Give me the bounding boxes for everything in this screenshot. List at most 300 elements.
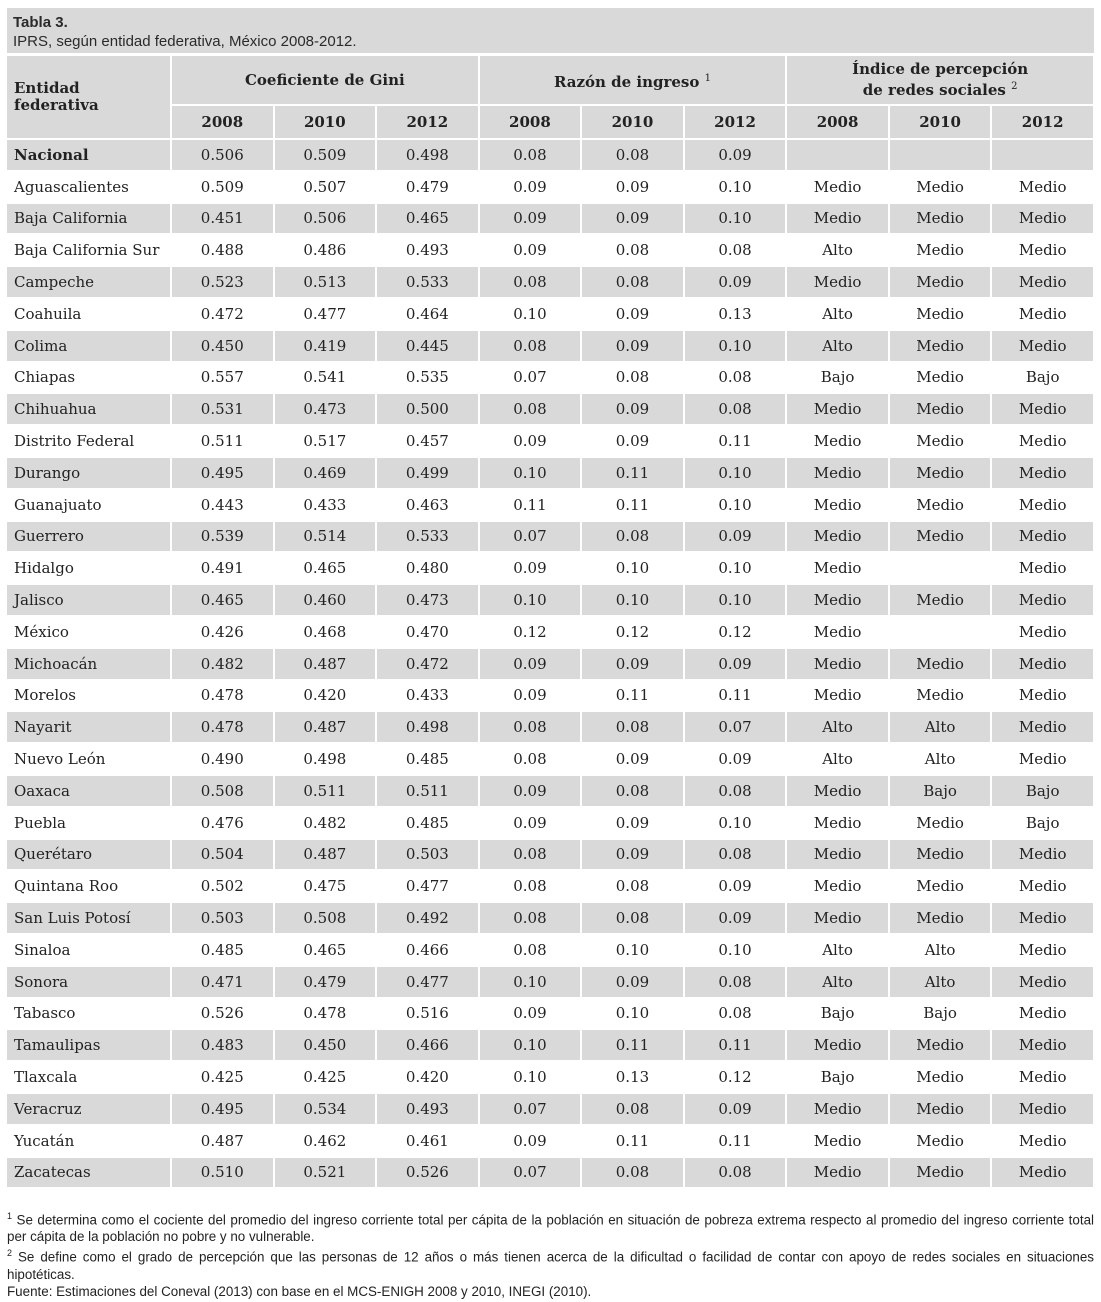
year-header-cell: 2012 (684, 105, 787, 139)
value-cell: 0.420 (376, 1061, 479, 1093)
value-cell: 0.514 (274, 521, 377, 553)
value-cell: 0.12 (684, 616, 787, 648)
value-cell: 0.09 (581, 807, 684, 839)
value-cell: 0.10 (684, 552, 787, 584)
value-cell: 0.460 (274, 584, 377, 616)
value-cell: 0.08 (581, 266, 684, 298)
value-cell: 0.477 (274, 298, 377, 330)
value-cell: 0.479 (274, 966, 377, 998)
value-cell: 0.10 (479, 1029, 582, 1061)
table-row (7, 648, 1094, 680)
value-cell: 0.11 (581, 680, 684, 712)
value-cell: Medio (786, 203, 889, 235)
table-row (7, 1125, 1094, 1157)
value-cell: 0.478 (171, 680, 274, 712)
entity-cell: Sonora (7, 966, 171, 998)
table-title: Tabla 3. (13, 14, 68, 31)
value-cell: Medio (889, 1125, 992, 1157)
value-cell: Medio (889, 584, 992, 616)
value-cell: 0.465 (274, 552, 377, 584)
value-cell: 0.08 (479, 266, 582, 298)
entity-cell: Baja California Sur (7, 234, 171, 266)
value-cell: 0.433 (376, 680, 479, 712)
value-cell: 0.10 (684, 330, 787, 362)
value-cell: Medio (991, 171, 1094, 203)
value-cell: 0.502 (171, 870, 274, 902)
entity-cell: Michoacán (7, 648, 171, 680)
value-cell: 0.08 (581, 521, 684, 553)
header-entidad-line1: Entidad (14, 79, 80, 97)
table-row (7, 743, 1094, 775)
value-cell: 0.10 (581, 552, 684, 584)
footnote-2-marker: 2 (7, 1248, 13, 1259)
value-cell: 0.09 (581, 298, 684, 330)
value-cell: Medio (889, 1093, 992, 1125)
value-cell: 0.10 (479, 298, 582, 330)
value-cell: 0.08 (479, 934, 582, 966)
value-cell: 0.08 (581, 775, 684, 807)
value-cell: Medio (991, 934, 1094, 966)
value-cell: Medio (786, 1157, 889, 1189)
header-gini (171, 56, 479, 105)
value-cell: Alto (786, 966, 889, 998)
value-cell: 0.443 (171, 489, 274, 521)
value-cell: 0.11 (581, 489, 684, 521)
value-cell: Medio (991, 1093, 1094, 1125)
header-razon-label: Razón de ingreso (553, 72, 700, 91)
value-cell: 0.504 (171, 839, 274, 871)
value-cell: 0.509 (274, 139, 377, 171)
value-cell: 0.539 (171, 521, 274, 553)
value-cell: 0.09 (479, 807, 582, 839)
value-cell: 0.10 (684, 584, 787, 616)
value-cell: 0.09 (684, 139, 787, 171)
value-cell: 0.511 (376, 775, 479, 807)
entity-cell: Campeche (7, 266, 171, 298)
value-cell: 0.13 (684, 298, 787, 330)
entity-cell: Chiapas (7, 362, 171, 394)
value-cell: 0.09 (581, 171, 684, 203)
table-row (7, 457, 1094, 489)
entity-cell: Durango (7, 457, 171, 489)
value-cell: 0.08 (581, 362, 684, 394)
value-cell: 0.08 (479, 743, 582, 775)
entity-cell: Distrito Federal (7, 425, 171, 457)
value-cell: Medio (786, 775, 889, 807)
footnote-2-text: Se define como el grado de percepción que las personas de 12 años o más tienen acerca de la dificultad o facilidad de contar con apoyo de redes sociales en situaciones hipotéticas. (7, 1249, 1094, 1282)
value-cell: Medio (786, 870, 889, 902)
value-cell: 0.07 (479, 362, 582, 394)
value-cell: 0.468 (274, 616, 377, 648)
value-cell: Medio (889, 870, 992, 902)
entity-cell: Tabasco (7, 998, 171, 1030)
value-cell: 0.451 (171, 203, 274, 235)
value-cell: 0.08 (581, 139, 684, 171)
value-cell: Medio (991, 998, 1094, 1030)
value-cell (991, 139, 1094, 171)
value-cell: 0.09 (581, 839, 684, 871)
value-cell: 0.10 (684, 457, 787, 489)
value-cell: Medio (889, 807, 992, 839)
value-cell: Medio (991, 743, 1094, 775)
entity-cell: San Luis Potosí (7, 902, 171, 934)
value-cell: 0.471 (171, 966, 274, 998)
value-cell: 0.09 (479, 171, 582, 203)
value-cell: 0.08 (581, 234, 684, 266)
value-cell: Medio (991, 266, 1094, 298)
value-cell: 0.478 (171, 711, 274, 743)
entity-cell: Zacatecas (7, 1157, 171, 1189)
value-cell: 0.482 (274, 807, 377, 839)
value-cell: Bajo (991, 807, 1094, 839)
value-cell: 0.10 (684, 171, 787, 203)
value-cell: 0.11 (581, 1125, 684, 1157)
value-cell: 0.495 (171, 457, 274, 489)
value-cell: 0.487 (274, 648, 377, 680)
value-cell: 0.09 (479, 775, 582, 807)
value-cell: 0.10 (581, 998, 684, 1030)
value-cell: Medio (786, 648, 889, 680)
value-cell: 0.07 (479, 1093, 582, 1125)
value-cell: 0.466 (376, 934, 479, 966)
value-cell: 0.09 (581, 743, 684, 775)
value-cell: Medio (991, 648, 1094, 680)
table-row (7, 552, 1094, 584)
value-cell: 0.09 (684, 870, 787, 902)
year-header-cell: 2008 (479, 105, 582, 139)
value-cell: 0.09 (684, 266, 787, 298)
table-row (7, 1061, 1094, 1093)
value-cell: 0.09 (684, 521, 787, 553)
value-cell: 0.08 (581, 711, 684, 743)
value-cell: Medio (889, 839, 992, 871)
value-cell: 0.08 (684, 998, 787, 1030)
value-cell: Medio (991, 584, 1094, 616)
value-cell: Medio (786, 457, 889, 489)
value-cell: 0.510 (171, 1157, 274, 1189)
value-cell: Medio (991, 393, 1094, 425)
table-row (7, 362, 1094, 394)
value-cell: 0.450 (274, 1029, 377, 1061)
value-cell: 0.508 (171, 775, 274, 807)
value-cell: 0.07 (479, 521, 582, 553)
header-gini-label: Coeficiente de Gini (244, 70, 405, 89)
value-cell: 0.492 (376, 902, 479, 934)
value-cell: 0.13 (581, 1061, 684, 1093)
value-cell: 0.08 (684, 393, 787, 425)
value-cell: Alto (786, 234, 889, 266)
value-cell: 0.445 (376, 330, 479, 362)
value-cell: Alto (889, 743, 992, 775)
value-cell: 0.487 (274, 711, 377, 743)
value-cell: 0.511 (274, 775, 377, 807)
value-cell: Medio (786, 839, 889, 871)
value-cell: 0.08 (581, 1093, 684, 1125)
value-cell: Bajo (889, 998, 992, 1030)
value-cell: Alto (889, 934, 992, 966)
value-cell: 0.08 (581, 1157, 684, 1189)
value-cell: 0.11 (684, 1125, 787, 1157)
value-cell: Medio (991, 1125, 1094, 1157)
table-caption (7, 8, 1094, 53)
value-cell: 0.464 (376, 298, 479, 330)
value-cell: 0.513 (274, 266, 377, 298)
value-cell: 0.11 (581, 1029, 684, 1061)
value-cell: 0.533 (376, 266, 479, 298)
entity-cell: Hidalgo (7, 552, 171, 584)
table-row (7, 584, 1094, 616)
value-cell: Medio (991, 680, 1094, 712)
value-cell: 0.491 (171, 552, 274, 584)
value-cell: 0.475 (274, 870, 377, 902)
value-cell: 0.09 (581, 966, 684, 998)
value-cell: 0.08 (684, 775, 787, 807)
value-cell: 0.09 (581, 393, 684, 425)
value-cell: 0.426 (171, 616, 274, 648)
table-row (7, 298, 1094, 330)
table-row (7, 171, 1094, 203)
value-cell: Medio (991, 616, 1094, 648)
value-cell: 0.09 (581, 203, 684, 235)
value-cell: 0.425 (171, 1061, 274, 1093)
value-cell: Medio (786, 171, 889, 203)
value-cell: Medio (786, 266, 889, 298)
year-header-cell: 2012 (376, 105, 479, 139)
value-cell: 0.516 (376, 998, 479, 1030)
entity-cell: Nuevo León (7, 743, 171, 775)
value-cell: 0.09 (479, 234, 582, 266)
value-cell: 0.09 (479, 648, 582, 680)
value-cell: 0.10 (581, 934, 684, 966)
value-cell: Medio (889, 1029, 992, 1061)
value-cell: 0.08 (479, 711, 582, 743)
value-cell: 0.457 (376, 425, 479, 457)
value-cell: 0.477 (376, 966, 479, 998)
value-cell: 0.526 (171, 998, 274, 1030)
value-cell: 0.09 (581, 648, 684, 680)
entity-cell: Guanajuato (7, 489, 171, 521)
value-cell: Medio (991, 839, 1094, 871)
value-cell: Medio (889, 902, 992, 934)
entity-cell: Quintana Roo (7, 870, 171, 902)
table-row (7, 1029, 1094, 1061)
value-cell (889, 139, 992, 171)
value-cell: 0.526 (376, 1157, 479, 1189)
value-cell: Medio (786, 1125, 889, 1157)
header-indice (786, 56, 1094, 105)
year-header-cell: 2010 (274, 105, 377, 139)
value-cell: 0.483 (171, 1029, 274, 1061)
entity-cell: Yucatán (7, 1125, 171, 1157)
value-cell: Bajo (786, 1061, 889, 1093)
value-cell: 0.09 (479, 1125, 582, 1157)
value-cell: 0.477 (376, 870, 479, 902)
source-note: Fuente: Estimaciones del Coneval (2013) con base en el MCS-ENIGH 2008 y 2010, INEGI (2010). (7, 1283, 592, 1299)
table-row (7, 966, 1094, 998)
value-cell: 0.12 (684, 1061, 787, 1093)
value-cell: 0.08 (684, 1157, 787, 1189)
value-cell: 0.508 (274, 902, 377, 934)
value-cell: Medio (786, 552, 889, 584)
table-row (7, 425, 1094, 457)
table-subtitle: IPRS, según entidad federativa, México 2008-2012. (13, 33, 357, 50)
value-cell: Medio (786, 1029, 889, 1061)
table-row (7, 330, 1094, 362)
value-cell: 0.485 (171, 934, 274, 966)
value-cell: Medio (991, 552, 1094, 584)
value-cell: 0.478 (274, 998, 377, 1030)
table-row (7, 998, 1094, 1030)
value-cell: 0.09 (479, 425, 582, 457)
value-cell: 0.10 (684, 934, 787, 966)
value-cell: 0.493 (376, 234, 479, 266)
value-cell: 0.480 (376, 552, 479, 584)
value-cell: 0.506 (274, 203, 377, 235)
value-cell: 0.503 (376, 839, 479, 871)
value-cell: 0.487 (274, 839, 377, 871)
value-cell: Medio (991, 298, 1094, 330)
value-cell: 0.541 (274, 362, 377, 394)
entity-cell: Nacional (7, 139, 171, 171)
value-cell: 0.473 (274, 393, 377, 425)
value-cell: 0.466 (376, 1029, 479, 1061)
value-cell: Medio (889, 298, 992, 330)
entity-cell: Aguascalientes (7, 171, 171, 203)
value-cell: 0.09 (581, 330, 684, 362)
value-cell: Medio (991, 1157, 1094, 1189)
value-cell: 0.09 (581, 425, 684, 457)
value-cell: 0.472 (171, 298, 274, 330)
value-cell: Medio (889, 203, 992, 235)
value-cell: Medio (991, 1029, 1094, 1061)
table-row (7, 680, 1094, 712)
value-cell: 0.493 (376, 1093, 479, 1125)
year-header-cell: 2010 (889, 105, 992, 139)
value-cell: 0.482 (171, 648, 274, 680)
value-cell: Medio (786, 425, 889, 457)
value-cell: 0.465 (171, 584, 274, 616)
value-cell: Medio (991, 330, 1094, 362)
value-cell: 0.09 (479, 203, 582, 235)
value-cell: Alto (786, 743, 889, 775)
value-cell: 0.420 (274, 680, 377, 712)
footnote-1 (7, 1208, 1094, 1245)
table-row (7, 1157, 1094, 1189)
value-cell: Medio (786, 616, 889, 648)
value-cell: 0.450 (171, 330, 274, 362)
value-cell: Bajo (889, 775, 992, 807)
table-row (7, 203, 1094, 235)
value-cell: 0.12 (581, 616, 684, 648)
value-cell: 0.10 (581, 584, 684, 616)
value-cell: Medio (889, 362, 992, 394)
value-cell: 0.557 (171, 362, 274, 394)
value-cell: 0.472 (376, 648, 479, 680)
value-cell: 0.08 (479, 330, 582, 362)
footnote-1-text: Se determina como el cociente del promedio del ingreso corriente total per cápita de la población en situación de pobreza extrema respecto al promedio del ingreso corriente total per cápita de la población no pobre y no vulnerable. (7, 1212, 1094, 1245)
value-cell: 0.462 (274, 1125, 377, 1157)
value-cell: Bajo (786, 362, 889, 394)
value-cell: Medio (786, 807, 889, 839)
value-cell: Medio (889, 330, 992, 362)
value-cell: Medio (991, 203, 1094, 235)
header-entidad (7, 56, 171, 139)
entity-cell: Querétaro (7, 839, 171, 871)
value-cell: Bajo (991, 362, 1094, 394)
value-cell: 0.507 (274, 171, 377, 203)
value-cell: 0.08 (479, 870, 582, 902)
value-cell: 0.09 (684, 902, 787, 934)
table-body (7, 139, 1094, 1188)
value-cell: Medio (991, 966, 1094, 998)
entity-cell: Nayarit (7, 711, 171, 743)
value-cell: Alto (889, 711, 992, 743)
value-cell: 0.495 (171, 1093, 274, 1125)
value-cell: 0.461 (376, 1125, 479, 1157)
value-cell: 0.425 (274, 1061, 377, 1093)
value-cell: Medio (889, 393, 992, 425)
value-cell: 0.08 (684, 966, 787, 998)
value-cell: Medio (889, 1061, 992, 1093)
value-cell: 0.533 (376, 521, 479, 553)
value-cell: 0.503 (171, 902, 274, 934)
table-row (7, 839, 1094, 871)
value-cell: Medio (786, 489, 889, 521)
year-header-row (7, 105, 1094, 139)
value-cell: Medio (786, 393, 889, 425)
year-header-cell: 2008 (786, 105, 889, 139)
table-row (7, 489, 1094, 521)
value-cell: 0.09 (684, 1093, 787, 1125)
table-row (7, 902, 1094, 934)
entity-cell: Morelos (7, 680, 171, 712)
value-cell: Medio (889, 648, 992, 680)
value-cell: 0.08 (684, 234, 787, 266)
value-cell: 0.09 (479, 998, 582, 1030)
entity-cell: Colima (7, 330, 171, 362)
entity-cell: Tamaulipas (7, 1029, 171, 1061)
value-cell: Medio (889, 1157, 992, 1189)
value-cell: Bajo (991, 775, 1094, 807)
table-row (7, 711, 1094, 743)
value-cell: 0.465 (274, 934, 377, 966)
value-cell: Medio (991, 711, 1094, 743)
table-row (7, 807, 1094, 839)
value-cell: Medio (889, 489, 992, 521)
value-cell: 0.523 (171, 266, 274, 298)
value-cell: 0.08 (684, 839, 787, 871)
header-razon-footnote: 1 (704, 72, 711, 84)
value-cell: 0.517 (274, 425, 377, 457)
year-header-cell: 2010 (581, 105, 684, 139)
entity-cell: Coahuila (7, 298, 171, 330)
value-cell: 0.09 (479, 680, 582, 712)
value-cell: 0.487 (171, 1125, 274, 1157)
value-cell: Medio (786, 1093, 889, 1125)
value-cell: 0.433 (274, 489, 377, 521)
value-cell: 0.490 (171, 743, 274, 775)
value-cell: 0.08 (479, 902, 582, 934)
footnote-1-marker: 1 (7, 1211, 13, 1221)
value-cell: 0.08 (581, 870, 684, 902)
value-cell (889, 616, 992, 648)
value-cell: 0.11 (684, 1029, 787, 1061)
value-cell: 0.463 (376, 489, 479, 521)
entity-cell: Puebla (7, 807, 171, 839)
value-cell: Medio (889, 266, 992, 298)
value-cell: 0.498 (376, 139, 479, 171)
value-cell: 0.488 (171, 234, 274, 266)
